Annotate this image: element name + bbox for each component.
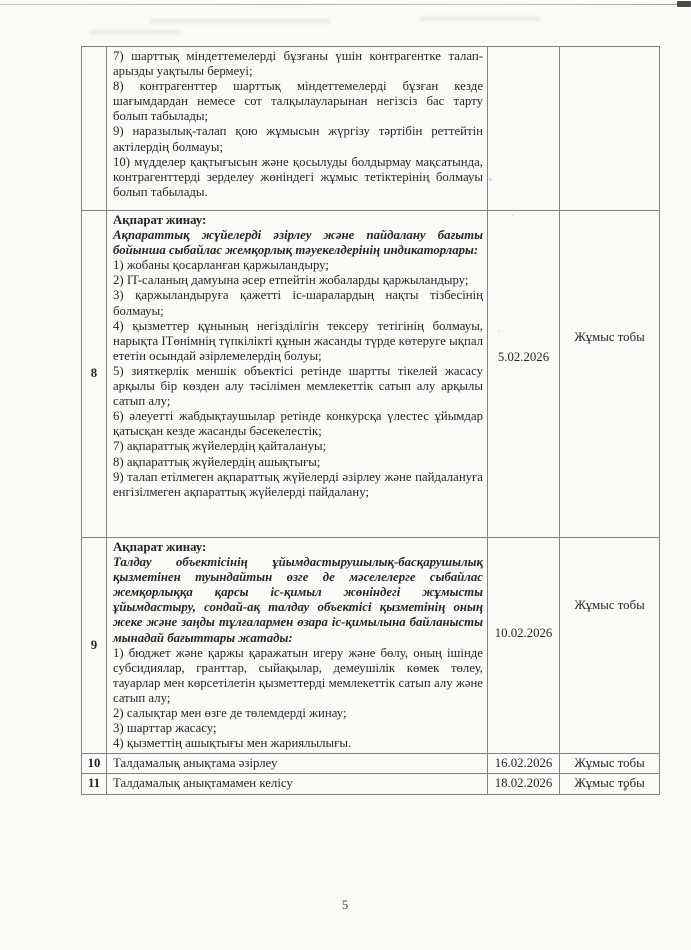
date-value: 5.02.2026 — [497, 350, 550, 365]
date-cell: 16.02.2026 — [488, 754, 560, 774]
activity-subheading: Ақпараттық жүйелерді әзірлеу және пайдалану бағыты бойынша сыбайлас жемқорлық тәуекелдерінің индикаторлары: — [113, 228, 483, 258]
activity-item: 7) ақпараттық жүйелердің қайталануы; — [113, 439, 327, 454]
row-number-cell — [82, 47, 107, 211]
activity-item: 9) талап етілмеген ақпараттық жүйелерді әзірлеу және пайдалануға енгізілмеген ақпараттық жүйелерді пайдалану; — [113, 469, 483, 499]
executor-cell: Жұмыс тобы — [560, 754, 660, 774]
activity-cell — [107, 538, 488, 754]
table-row-10 — [82, 754, 660, 774]
activity-item: 8) контрагенттер шарттық міндеттемелерді бұзған кезде шағымдардан немесе сот талқылауларынан негізсіз бас тарту болып табылады; — [113, 79, 483, 124]
activity-item: 4) қызметтің ашықтығы мен жариялылығы. — [113, 736, 352, 751]
scan-smudge — [150, 18, 330, 24]
scan-edge-line — [0, 4, 691, 5]
activity-item: 1) бюджет және қаржы қаражатын игеру және бөлу, оның ішінде субсидиялар, гранттар, сыйақылар, демеушілік көмек төлеу, тауарлар мен көрсетілетін қызметтерді мемлекеттік сатып алу және сатып алу; — [113, 645, 483, 705]
activity-cell — [107, 754, 488, 774]
activity-item: 7) шарттық міндеттемелерді бұзғаны үшін контрагентке талап-арызды уақтылы бермеуі; — [113, 49, 483, 79]
date-cell — [488, 47, 560, 211]
executor-value: Жұмыс тобы — [574, 330, 645, 345]
row-number-cell: 10 — [82, 754, 107, 774]
date-cell: 18.02.2026 — [488, 774, 560, 794]
activity-item: 3) қаржыландыруға қажетті іс-шаралардың нақты тізбесінің болмауы; — [113, 288, 483, 318]
activity-subheading: Талдау объектісінің ұйымдастырушылық-басқарушылық қызметінен туындайтын өзге де мәселелерге сыбайлас жемқорлыққа қарсы іс-қимыл жөніндегі жұмысты ұйымдастыру, сондай-ақ талдау объектісі қызметінің оның жеке және заңды тұлғалармен өзара іс-қимылына байланысты мынадай бағыттары жатады: — [113, 555, 483, 645]
activity-item: Талдамалық анықтамамен келісу — [113, 776, 293, 791]
executor-value: Жұмыс тобы — [574, 598, 645, 613]
scan-smudge — [90, 30, 180, 35]
table-row-9 — [82, 538, 660, 754]
activity-item: 4) қызметтер құнының негізділігін тексеру тетігінің болмауы, нарықта ITөнімнің түпкілікті құнын жасанды түрде көтеруге ықпал ететін осындай әзірлемелердің болуы; — [113, 318, 483, 363]
activity-item: 2) салықтар мен өзге де төлемдерді жинау; — [113, 706, 347, 721]
executor-cell: Жұмыс тобы — [560, 774, 660, 794]
activity-cell — [107, 47, 488, 211]
executor-cell — [560, 211, 660, 538]
activity-cell — [107, 774, 488, 794]
activity-item: 9) наразылық-талап қою жұмысын жүргізу тәртібін реттейтін актілердің болмауы; — [113, 124, 483, 154]
activity-item: 1) жобаны қосарланған қаржыландыру; — [113, 258, 329, 273]
activity-heading: Ақпарат жинау: — [113, 213, 207, 227]
activity-item: 8) ақпараттық жүйелердің ашықтығы; — [113, 454, 321, 469]
activity-item: 6) әлеуетті жабдықтаушылар ретінде конкурсқа үлестес ұйымдар қатысқан кезде жасанды бәсекелестік; — [113, 409, 483, 439]
table-row-11 — [82, 774, 660, 794]
date-cell — [488, 538, 560, 754]
executor-cell — [560, 47, 660, 211]
scan-smudge — [420, 16, 540, 21]
work-plan-table — [81, 46, 660, 795]
activity-cell — [107, 211, 488, 538]
date-cell — [488, 211, 560, 538]
activity-item: 2) IT-саланың дамуына әсер етпейтін жобаларды қаржыландыру; — [113, 273, 469, 288]
activity-item: 5) зияткерлік меншік объектісі ретінде шартты тікелей жасасу арқылы бір көзден алу тәсілімен мемлекеттік сатып алу арқылы сатып алу; — [113, 363, 483, 409]
row-number-cell: 8 — [82, 211, 107, 538]
executor-cell — [560, 538, 660, 754]
activity-item: 10) мүдделер қақтығысын және қосылуды болдырмау мақсатында, контрагенттерді зерделеу жөніндегі жұмыс тетіктерінің болмауы болып табылады. — [113, 154, 483, 199]
activity-heading: Ақпарат жинау: — [113, 540, 207, 554]
table-row-8 — [82, 211, 660, 538]
table-row-continuation — [82, 47, 660, 211]
row-number-cell: 11 — [82, 774, 107, 794]
scan-corner-artifact — [677, 1, 691, 7]
row-number-cell: 9 — [82, 538, 107, 754]
activity-item: Талдамалық анықтама әзірлеу — [113, 756, 278, 771]
activity-item: 3) шарттар жасасу; — [113, 721, 217, 736]
date-value: 10.02.2026 — [494, 626, 553, 641]
page-number: 5 — [341, 898, 350, 912]
